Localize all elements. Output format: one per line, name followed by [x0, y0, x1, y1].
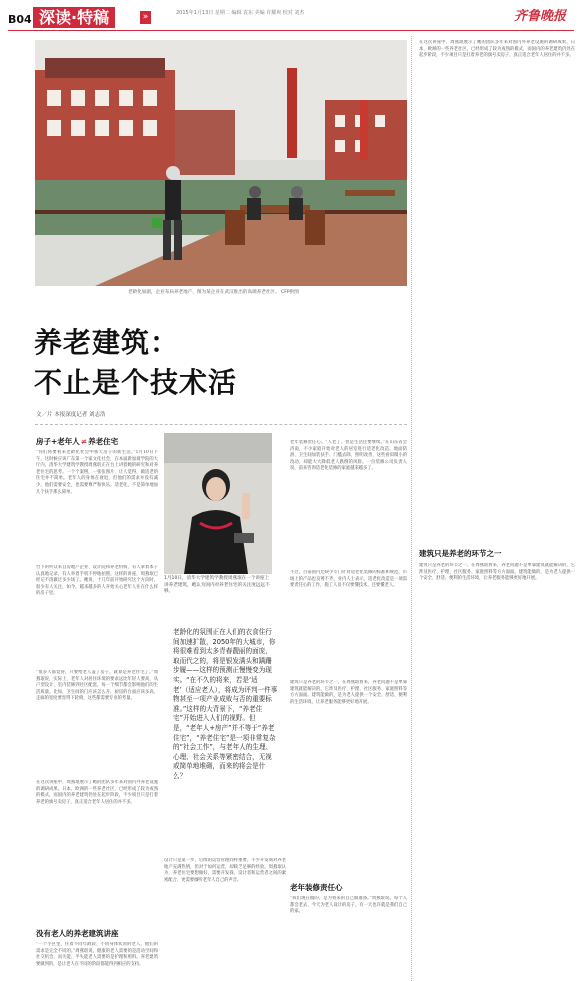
title-line-2: 不止是个技术活: [34, 366, 238, 399]
header-info: 2015年1月13日 星期二 编辑 袁东 美编 许耀爽 校对 刘杰: [176, 10, 305, 16]
divider: [35, 424, 407, 425]
article-title: [34, 323, 237, 403]
body-col3-b: 不过，目前国内还缺少专门针对适老化装修的标准和规范，市场上的产品也良莠不齐。业内人士表示，适老化改造是一项需要责任心的工作，施工人员不仅要懂技术，还要懂老人。: [290, 570, 407, 589]
body-col1-c: “很多人都觉得，只要给老人盖了房子，就算是养老住宅了。”周燕珉说，实际上，老年人对居住环境的要求远比年轻人要高，从户型设计、室内装修到社区配套，每一个细节都会影响他们的生活质量。比如，卫生间的门应该怎么开，厨房的台面应该多高，走廊的宽度要容得下轮椅，这些都需要专业的考量。: [36, 670, 158, 702]
column-divider: [411, 36, 412, 981]
header-rule: [8, 30, 574, 31]
speaker-photo: [164, 433, 272, 574]
photo-caption: 老龄化加剧，企业布局养老地产，图为某企业在武汉推出的高端养老社区。 CFP供图: [128, 290, 299, 295]
subheading-1: 房子+老年人≠养老住宅: [36, 437, 119, 446]
page-number: B04: [8, 13, 32, 26]
body-col2: 设计只是第一步，后续的运营管理同样重要。不少开发商对养老地产充满热情，但对于如何运营，却缺乏足够的经验。周燕珉认为，养老住宅要想做好，需要开发商、设计者和运营者之间的紧密配合，更需要倾听老年人自己的声音。: [164, 858, 286, 883]
speaker-photo-caption: 1月10日，清华大学建筑学教授周燕珉在一个讲座上讲养老建筑，她认为国内对养老住宅的关注度远远不够。: [164, 576, 270, 595]
subheading-3: 老年装修责任心: [290, 883, 343, 892]
body-right-b: 建筑只是养老的环节之一。在周燕珉看来，养老问题不是单靠建筑就能解决的，它涉及医疗、护理、社区服务、家庭照料等方方面面。建筑能做的，是为老人提供一个安全、舒适、便利的生活环境，让养老服务能够更好地开展。: [419, 563, 575, 582]
body-col1-b: 台下的听众来自房地产企业、设计院和养老机构，有人拿着本子认真地记录，有人举着手机不停地拍照。这样的讲座，周燕珉已经记不清做过多少场了。她说，十几年前开始研究这个方向时，很少有人关注，如今，越来越多的人开始关心老年人住在什么样的房子里。: [36, 565, 158, 597]
body-col3-d: “我们现在做的，是为将来的自己做准备。”周燕珉说。每个人都会老去，今天为老人设计的房子，有一天也许就是我们自己的家。: [290, 896, 407, 915]
pull-quote: 老龄化的氛围正在人们的衣食住行间加速扩散，2050年的大城市，你将很难看到太多青春靓丽的面庞，取而代之的，将是银发满头和蹒跚步履——这样的预测正慢慢变为现实。“在不久的将来，若是‘适老’（适应老人），将成为评判一件事物甚至一项产业成败与否的重要标准。”这样的大背景下，“养老住宅”开始进入人们的视野。但是，“老年人+房产”并不等于“养老住宅”，“养老住宅”是一项非常复杂的“社会工作”，与老年人的生理、心理、社会关系等紧密结合，无视或简单地堆砌，而来的将会是什么？: [173, 628, 278, 780]
subheading-4: 建筑只是养老的环节之一: [419, 549, 502, 558]
body-right-a: 在这次讲座中，周燕珉展示了她的团队多年来对国内外养老设施的调研成果。日本、欧洲的一些养老社区，已经形成了较为成熟的模式，而国内的养老建筑仍处在起步阶段，不少项目只是打着养老的旗号卖房子，真正适合老年人居住的并不多。: [419, 40, 575, 59]
title-line-1: 养老建筑：: [34, 326, 180, 359]
body-col3-a: 老年装修责任心。“人老了，但是生活还要继续。”在山东省会济南，不少家庭开始对老人的居室进行适老化改造。地面防滑、卫生间加装扶手、门槛去除、照明改善，这些看似微小的改动，却能大大降低老人跌倒的风险。一位装修公司负责人说，前来咨询适老化装修的家庭越来越多了。: [290, 440, 407, 472]
subheading-2: 没有老人的养老建筑讲座: [36, 929, 119, 938]
body-col1-d: 在这次讲座中，周燕珉展示了她的团队多年来对国内外养老设施的调研成果。日本、欧洲的一些养老社区，已经形成了较为成熟的模式，而国内的养老建筑仍处在起步阶段，不少项目只是打着养老的旗号卖房子，真正适合老年人居住的并不多。: [36, 780, 158, 805]
double-chevron-icon: »: [140, 11, 151, 24]
body-col1-a: “你们将要看来老龄化社会中那天房子的新生活。”1月10日下午，这时候应该广东第一个家文化社会，在本届新加坡学院的大厅内，清华大学建筑学教授周燕珉正在台上讲着她的研究和对养老住宅的思考。一个个案例，一张张图片，让人觉得，做适老的住宅并不简单。老年人的身体在衰退，但他们的需求并没有减少，他们需要安全，也需要尊严和快乐。适老化，不是简单地加几个扶手那么简单。: [36, 450, 158, 495]
body-col1-e: “一个小区里，住着不同年龄段、不同身体状况的老人，他们的需求是完全不同的。”周燕珉说，健康的老人需要的是活动空间和社交机会，而失能、半失能老人需要的是护理和照料。养老建筑要做到的，是让老人在不同的阶段都能得到相应的支持。: [36, 942, 158, 967]
body-col3-c: 建筑只是养老的环节之一。在周燕珉看来，养老问题不是单靠建筑就能解决的，它涉及医疗、护理、社区服务、家庭照料等方方面面。建筑能做的，是为老人提供一个安全、舒适、便利的生活环境，让养老服务能够更好地开展。: [290, 680, 407, 705]
section-title: 深读·特稿: [33, 7, 115, 28]
newspaper-logo: 齐鲁晚报: [513, 9, 566, 24]
byline: 文／片 本报深度记者 刘志浩: [36, 412, 106, 418]
main-photo: [35, 40, 407, 286]
